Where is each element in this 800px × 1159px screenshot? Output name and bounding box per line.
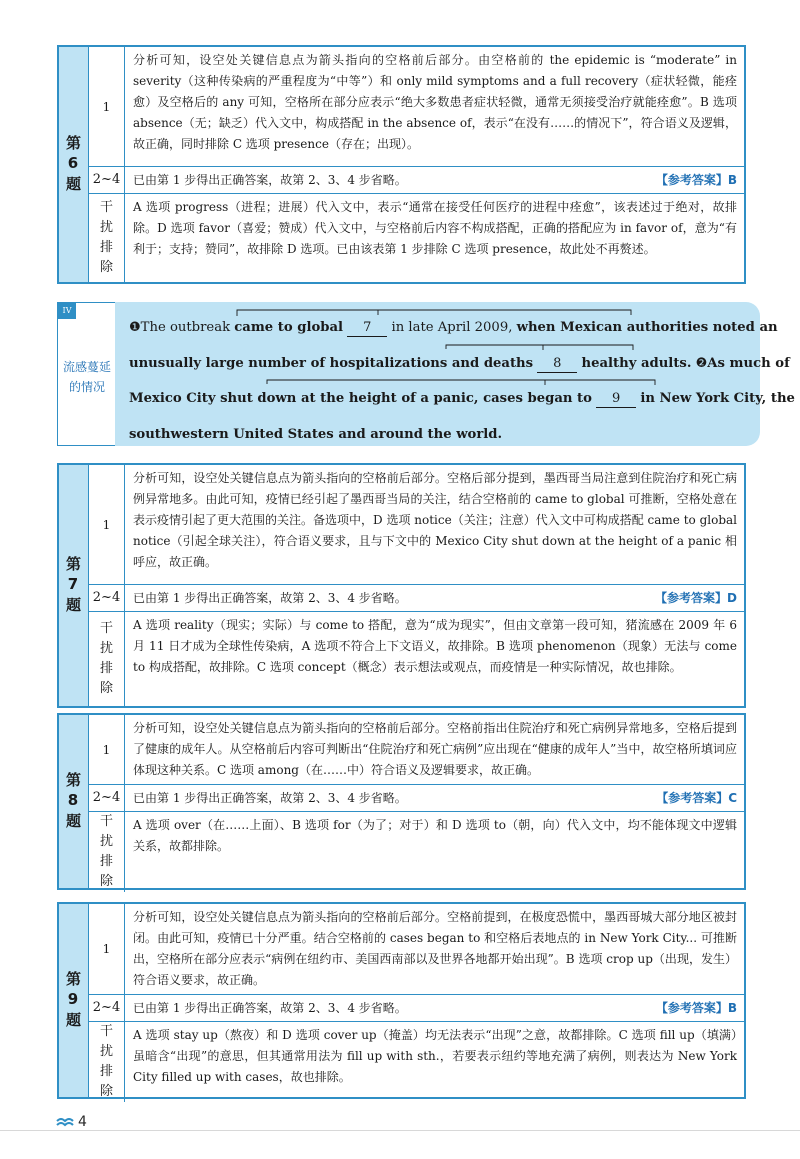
distractor-label: 干扰排除 — [89, 1022, 125, 1102]
page-number: 4 — [78, 1113, 87, 1130]
question-label: 第9题 — [59, 904, 89, 1097]
step-number: 1 — [89, 47, 125, 166]
passage-span: Mexico City shut down at the height of a panic, cases began to — [129, 391, 592, 406]
passage-side — [57, 302, 115, 446]
question-label: 第7题 — [59, 465, 89, 706]
sentence-number: ❷ — [695, 355, 708, 371]
passage-span: when Mexican authorities noted an — [516, 320, 778, 335]
reference-answer: 【参考答案】B — [655, 172, 737, 187]
reference-answer: 【参考答案】D — [655, 590, 737, 605]
book-icon — [56, 1112, 74, 1131]
sentence-number: ❶ — [129, 320, 141, 335]
question-label: 第6题 — [59, 47, 89, 282]
distractor-label: 干扰排除 — [89, 194, 125, 282]
step-number: 2~4 — [89, 585, 125, 611]
step-text: 已由第 1 步得出正确答案，故第 2、3、4 步省略。 — [133, 790, 407, 805]
reference-answer: 【参考答案】C — [656, 790, 737, 805]
question-label: 第8题 — [59, 715, 89, 888]
blank-8: 8 — [537, 356, 577, 373]
distractor-label: 干扰排除 — [89, 812, 125, 892]
step-number: 1 — [89, 904, 125, 994]
distractor-text: A 选项 stay up（熬夜）和 D 选项 cover up（掩盖）均无法表示“出现”之意，故都排除。C 选项 fill up（填满）虽暗含“出现”的意思，但其通常用法为 fill up with sth.，若要表示纽约等地充满了病例，则表达为 New York City filled up with cases，故也排除。 — [133, 1028, 737, 1084]
step-number: 2~4 — [89, 995, 125, 1021]
distractor-text: A 选项 progress（进程；进展）代入文中，表示“通常在接受任何医疗的进程中痊愈”，该表述过于绝对，故排除。D 选项 favor（喜爱；赞成）代入文中，与空格前后内容不构成搭配，正确的搭配应为 in favor of，意为“有利于；支持；赞同”，故排除 D 选项。已由该表第 1 步排除 C 选项 presence，故此处不再赘述。 — [133, 200, 737, 256]
distractor-text: A 选项 over（在……上面）、B 选项 for（为了；对于）和 D 选项 to（朝，向）代入文中，均不能体现文中逻辑关系，故都排除。 — [133, 818, 737, 853]
passage-box — [57, 302, 795, 446]
passage-span: in late April 2009, — [387, 320, 517, 335]
passage-span: southwestern United States and around the world. — [129, 426, 503, 442]
step-text: 已由第 1 步得出正确答案，故第 2、3、4 步省略。 — [133, 1000, 407, 1015]
analysis-text: 分析可知，设空处关键信息点为箭头指向的空格前后部分。由空格前的 the epidemic is “moderate” in severity（这种传染病的严重程度为“中等”）和 only mild symptoms and a full recovery（症状轻微，能痊愈）及空格后的 any 可知，空格所在部分应表示“绝大多数患者症状轻微，通常无须接受治疗就能痊愈”。B 选项 absence（无；缺乏）代入文中，构成搭配 in the absence of，表示“在没有……的情况下”，符合语义及逻辑，故正确，同时排除 C 选项 presence（存在；出现）。 — [133, 53, 737, 151]
analysis-text: 分析可知，设空处关键信息点为箭头指向的空格前后部分。空格前提到，在极度恐慌中，墨西哥城大部分地区被封闭。由此可知，疫情已十分严重。结合空格前的 cases began to 和空格后表地点的 in New York City... 可推断出，空格所在部分应表示“病例在纽约市、美国西南部以及世界各地都开始出现”。B 选项 crop up（出现，发生）符合语义要求，故正确。 — [133, 910, 737, 987]
passage-span: The outbreak — [140, 320, 235, 335]
distractor-text: A 选项 reality（现实；实际）与 come to 搭配，意为“成为现实”，但由文章第一段可知，猪流感在 2009 年 6 月 11 日才成为全球性传染病，A 选项不符合上下文语义，故排除。B 选项 phenomenon（现象）无法与 come to 构成搭配，故排除。C 选项 concept（概念）表示想法或观点，而疫情是一种实际情况，故也排除。 — [133, 618, 737, 674]
section-number: IV — [58, 303, 76, 319]
passage-span: healthy adults. — [581, 355, 692, 371]
passage-span: unusually large number of hospitalizations and deaths — [129, 355, 534, 371]
step-text: 已由第 1 步得出正确答案，故第 2、3、4 步省略。 — [133, 590, 407, 605]
question-8-table — [57, 713, 746, 890]
question-9-table — [57, 902, 746, 1099]
step-number: 2~4 — [89, 167, 125, 193]
page-footer — [56, 1112, 87, 1131]
step-number: 1 — [89, 465, 125, 584]
question-7-table — [57, 463, 746, 708]
analysis-text: 分析可知，设空处关键信息点为箭头指向的空格前后部分。空格前指出住院治疗和死亡病例异常地多，空格后提到了健康的成年人。从空格前后内容可判断出“住院治疗和死亡病例”应出现在“健康的成年人”当中，故空格所填词应体现这种关系。C 选项 among（在……中）符合语义及逻辑要求，故正确。 — [133, 721, 737, 777]
step-number: 1 — [89, 715, 125, 784]
reference-answer: 【参考答案】B — [655, 1000, 737, 1015]
question-6-table — [57, 45, 746, 284]
passage-text — [115, 302, 795, 446]
passage-span: came to global — [234, 320, 344, 335]
blank-9: 9 — [596, 391, 636, 408]
footer-divider — [0, 1130, 800, 1131]
distractor-label: 干扰排除 — [89, 612, 125, 706]
section-tag: 流感蔓延的情况 — [62, 360, 111, 394]
blank-7: 7 — [347, 320, 387, 337]
passage-span: in New York City, the — [640, 391, 795, 406]
step-text: 已由第 1 步得出正确答案，故第 2、3、4 步省略。 — [133, 172, 407, 187]
passage-span: As much of — [707, 355, 790, 371]
analysis-text: 分析可知，设空处关键信息点为箭头指向的空格前后部分。空格后部分提到，墨西哥当局注意到住院治疗和死亡病例异常地多。由此可知，疫情已经引起了墨西哥当局的关注，结合空格前的 came to global 可推断，空格处意在表示疫情引起了更大范围的关注。备选项中，D 选项 notice（关注；注意）代入文中可构成搭配 came to global notice（引起全球关注），符合语义要求，且与下文中的 Mexico City shut down at the height of a panic 相呼应，故正确。 — [133, 471, 737, 569]
step-number: 2~4 — [89, 785, 125, 811]
